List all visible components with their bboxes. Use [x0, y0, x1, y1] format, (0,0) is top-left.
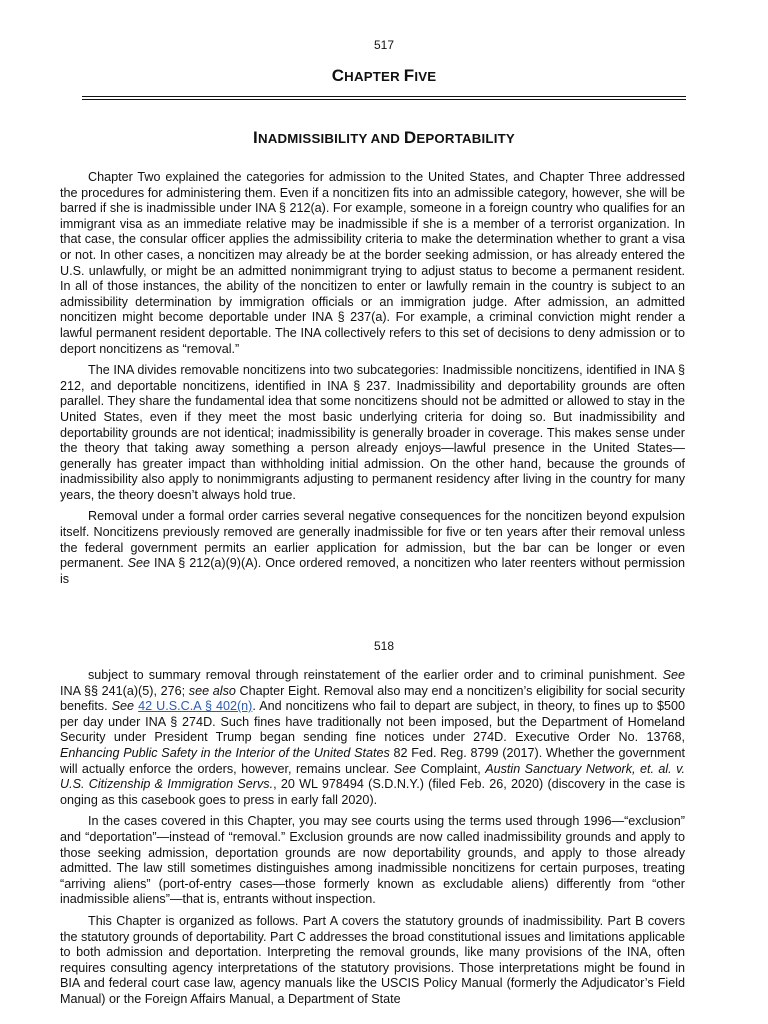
page-518-body	[60, 668, 685, 1013]
signal-see: See	[111, 699, 135, 714]
chapter-title-rest-1: NADMISSIBILITY AND	[257, 131, 404, 146]
chapter-heading-rest-2: IVE	[414, 69, 437, 84]
chapter-heading	[0, 66, 768, 86]
paragraph: In the cases covered in this Chapter, you may see courts using the terms used through 1996—“exclusion” and “deportation”—instead of “removal.” Exclusion grounds are now called inadmissibility grounds and apply to those seeking admission, deportation grounds are now deportability grounds, and apply to those already admitted. The law still sometimes distinguishes among inadmissible noncitizens for certain purposes, treating “arriving aliens” (port-of-entry cases—those formerly known as excludable aliens) differently from “other inadmissible aliens”—that is, entrants without inspection.	[60, 814, 685, 907]
text-run: , 20 WL 978494 (S.D.N.Y.) (filed Feb. 26, 2020) (discovery in the case is onging as this casebook goes to press in early fall 2020).	[60, 777, 685, 807]
executive-order-title: Enhancing Public Safety in the Interior of the United States	[60, 745, 390, 760]
paragraph	[60, 668, 685, 808]
chapter-heading-initial-2: F	[403, 66, 415, 85]
page-number: 517	[373, 38, 395, 52]
chapter-title-rest-2: EPORTABILITY	[416, 131, 515, 146]
text-run: INA § 212(a)(9)(A). Once ordered removed, a noncitizen who later reenters without permission is	[60, 556, 685, 586]
text-run: Complaint,	[416, 761, 486, 776]
page-517-body	[60, 170, 685, 593]
text-run: Chapter Eight. Removal also may end a noncitizen’s eligibility for social security benefits.	[60, 683, 685, 714]
text-run: subject to summary removal through reinstatement of the earlier order and to criminal punishment.	[88, 668, 663, 682]
paragraph: Chapter Two explained the categories for admission to the United States, and Chapter Three addressed the procedures for administering them. Even if a noncitizen fits into an admissible category, however, she will be barred if she is inadmissible under INA § 212(a). For example, someone in a foreign country who qualifies for an immigrant visa as an immediate relative may be inadmissible if she is a member of a terrorist organization. In that case, the consular officer applies the admissibility criteria to make the determination whether to grant a visa or not. In other cases, a noncitizen may already be at the border seeking admission, or has already entered the U.S. unlawfully, or might be an admitted nonimmigrant trying to adjust status to become a permanent resident. In all of those instances, the ability of the noncitizen to enter or lawfully remain in the country is subject to an admissibility determination by immigration officials or an immigration judge. After admission, an admitted noncitizen might become deportable under INA § 237(a). For example, a criminal conviction might render a lawful permanent resident deportable. The INA collectively refers to this set of decisions to deny admission or to deport noncitizens as “removal.”	[60, 170, 685, 356]
text-run: INA §§ 241(a)(5), 276;	[60, 683, 189, 698]
signal-see: See	[662, 668, 685, 682]
heading-rule-bottom	[82, 99, 686, 100]
heading-rule-top	[82, 96, 686, 97]
paragraph: The INA divides removable noncitizens into two subcategories: Inadmissible noncitizens, identified in INA § 212, and deportable noncitizens, identified in INA § 237. Inadmissibility and deportability grounds are often parallel. They share the fundamental idea that some noncitizens should not be admitted or allowed to stay in the United States, even if they meet the most basic underlying criteria for doing so. But inadmissibility and deportability grounds are not identical; inadmissibility is generally broader in coverage. This makes sense under the theory that taking away something a person already enjoys—lawful presence in the United States—generally has greater impact than withholding initial admission. On the other hand, because the grounds of inadmissibility also apply to nonimmigrants adjusting to permanent residency after living in the country for many years, the theory doesn’t always hold true.	[60, 363, 685, 502]
paragraph	[60, 509, 685, 587]
page-number: 518	[373, 639, 395, 653]
paragraph: This Chapter is organized as follows. Part A covers the statutory grounds of inadmissibility. Part B covers the statutory grounds of deportability. Part C addresses the broad constitutional issues and limitations applicable to both admission and deportation. Interpreting the removal grounds, like many provisions of the INA, often requires consulting agency interpretations of the statutory provisions. Those interpretations might be found in BIA and federal court case law, agency manuals like the USCIS Policy Manual (formerly the Adjudicator’s Field Manual) or the Foreign Affairs Manual, a Department of State	[60, 913, 685, 1006]
citation-link[interactable]: 42 U.S.C.A § 402(n)	[138, 699, 253, 714]
chapter-heading-rest-1: HAPTER	[344, 69, 404, 84]
text-run: Removal under a formal order carries several negative consequences for the noncitizen beyond expulsion itself. Noncitizens previously removed are generally inadmissible for five or ten years after their removal unless the federal government permits an earlier application for admission, but the bar can be longer or even permanent.	[60, 509, 685, 571]
chapter-heading-initial-1: C	[331, 66, 345, 85]
signal-see: See	[127, 556, 151, 571]
chapter-title	[0, 128, 768, 148]
chapter-title-initial-2: D	[403, 128, 417, 147]
text-run: 82 Fed. Reg. 8799 (2017). Whether the government will actually enforce the orders, however, remains unclear.	[60, 745, 686, 776]
signal-see: See	[393, 761, 417, 776]
case-name: Austin Sanctuary Network, et. al. v. U.S. Citizenship & Immigration Servs.	[60, 761, 685, 792]
chapter-title-initial-1: I	[253, 128, 258, 147]
text-run: . And noncitizens who fail to depart are subject, in theory, to fines up to $500 per day under INA § 274D. Such fines have traditionally not been imposed, but the Department of Homeland Security under President Trump began sending fine notices under 274D. Executive Order No. 13768,	[60, 699, 686, 745]
signal-see-also: see also	[188, 683, 236, 698]
